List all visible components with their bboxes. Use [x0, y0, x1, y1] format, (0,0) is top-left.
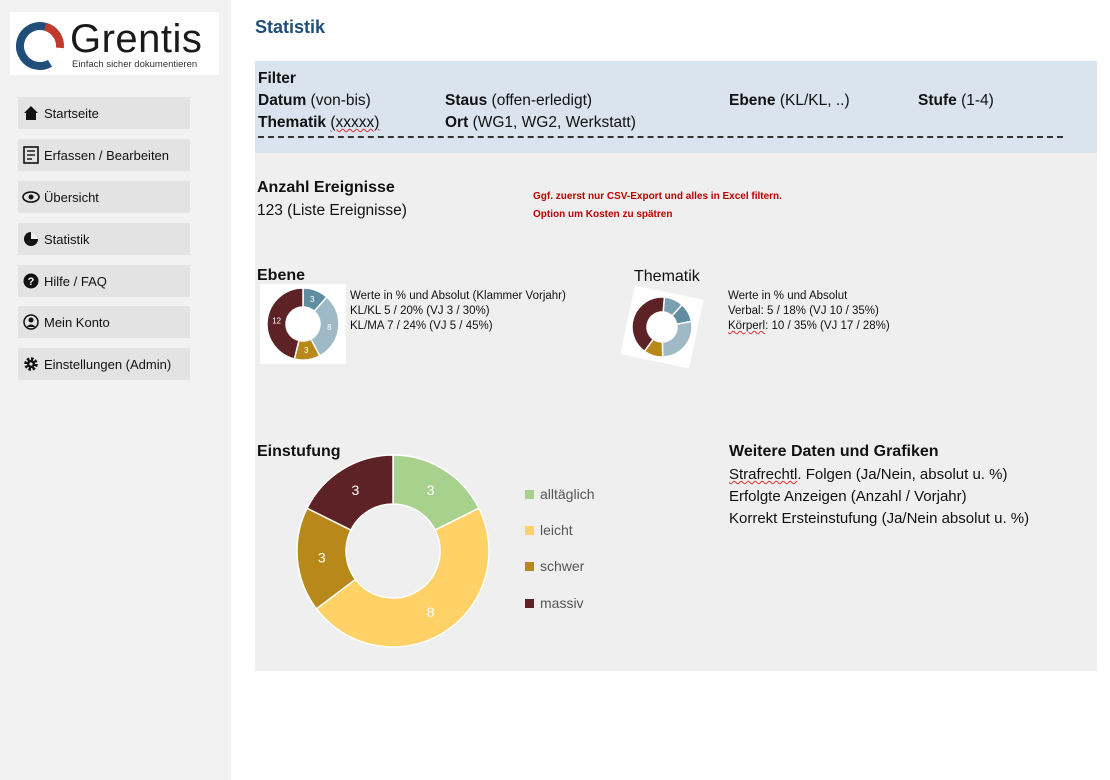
legend-swatch [525, 490, 534, 499]
legend-swatch [525, 526, 534, 535]
svg-text:?: ? [27, 276, 35, 288]
legend-item-alltaeglich [525, 486, 594, 502]
sidebar [0, 0, 231, 780]
sidebar-item-label: Übersicht [44, 189, 99, 205]
thematik-line-2: Verbal: 5 / 18% (VJ 10 / 35%) [728, 305, 879, 317]
sidebar-item-label: Erfassen / Bearbeiten [44, 147, 170, 163]
eye-icon [22, 188, 40, 206]
legend-swatch [525, 562, 534, 571]
logo-name: Grentis [70, 17, 203, 61]
filter-divider [258, 136, 1063, 138]
legend-label: massiv [540, 595, 584, 611]
weitere-line-1 [729, 464, 1007, 485]
sidebar-item-uebersicht[interactable] [18, 181, 190, 213]
legend-label: alltäglich [540, 486, 595, 502]
main-content [231, 0, 1110, 780]
user-icon [22, 313, 40, 331]
ebene-heading: Ebene [257, 267, 306, 284]
filter-panel [255, 61, 1097, 153]
ebene-donut-chart [260, 284, 346, 364]
filter-staus[interactable] [445, 92, 592, 110]
filter-label: Thematik [258, 114, 327, 131]
legend-item-leicht [525, 522, 573, 538]
donut-slice-label: 3 [426, 482, 435, 499]
thematik-chart-frame [620, 285, 703, 368]
filter-hint: (KL/KL, ..) [779, 92, 850, 109]
form-icon [22, 146, 40, 164]
sidebar-item-label: Statistik [44, 231, 90, 247]
ebene-line-2: KL/KL 5 / 20% (VJ 3 / 30%) [350, 305, 490, 317]
filter-hint: (WG1, WG2, Werkstatt) [472, 114, 636, 131]
sidebar-item-erfassen[interactable] [18, 139, 190, 171]
note-line-2: Option um Kosten zu spätren [533, 209, 673, 220]
filter-hint: (xxxxx) [330, 114, 380, 131]
legend-label: leicht [540, 522, 573, 538]
sidebar-item-startseite[interactable] [18, 97, 190, 129]
weitere-line-2: Erfolgte Anzeigen (Anzahl / Vorjahr) [729, 488, 967, 505]
legend-item-schwer [525, 558, 584, 574]
donut-slice-label: 3 [310, 295, 315, 305]
sidebar-item-label: Hilfe / FAQ [44, 273, 107, 289]
thematik-line-3 [728, 319, 890, 334]
ebene-chart-frame [260, 284, 346, 364]
note-line-1: Ggf. zuerst nur CSV-Export und alles in Excel filtern. [533, 191, 782, 202]
legend-item-massiv [525, 595, 584, 611]
sidebar-item-label: Mein Konto [44, 314, 110, 330]
legend-swatch [525, 599, 534, 608]
donut-slice-label: 8 [426, 603, 435, 620]
help-icon [22, 272, 40, 290]
logo[interactable] [10, 12, 219, 75]
donut-slice-label: 3 [303, 346, 309, 356]
logo-ring-icon [15, 21, 65, 71]
events-value-link[interactable]: 123 (Liste Ereignisse) [257, 202, 407, 219]
filter-title: Filter [258, 70, 296, 87]
filter-stufe[interactable] [918, 92, 994, 110]
page-title: Statistik [255, 17, 326, 37]
filter-thematik[interactable] [258, 114, 379, 132]
weitere-line-1-rest: . Folgen (Ja/Nein, absolut u. %) [797, 466, 1008, 483]
thematik-line-3-word: Körperl [728, 320, 766, 332]
filter-ebene[interactable] [729, 92, 850, 110]
filter-hint: (von-bis) [310, 92, 371, 109]
pie-chart-icon [22, 230, 40, 248]
filter-label: Ebene [729, 92, 776, 109]
home-icon [22, 104, 40, 122]
einstufung-donut-chart [295, 453, 495, 649]
thematik-line-1: Werte in % und Absolut [728, 290, 848, 302]
sidebar-item-einstellungen[interactable] [18, 348, 190, 380]
sidebar-item-hilfe[interactable] [18, 265, 190, 297]
filter-label: Stufe [918, 92, 957, 109]
filter-label: Staus [445, 92, 488, 109]
thematik-heading: Thematik [634, 268, 700, 285]
einstufung-heading: Einstufung [257, 443, 341, 460]
filter-label: Datum [258, 92, 307, 109]
donut-slice-label: 3 [351, 482, 360, 499]
legend-label: schwer [540, 558, 585, 574]
thematik-line-3-rest: : 10 / 35% (VJ 17 / 28%) [765, 320, 890, 332]
ebene-line-3: KL/MA 7 / 24% (VJ 5 / 45%) [350, 320, 493, 332]
donut-slice-label: 8 [327, 323, 332, 333]
logo-tagline: Einfach sicher dokumentieren [72, 59, 198, 70]
filter-hint: (1-4) [961, 92, 994, 109]
filter-label: Ort [445, 114, 469, 131]
filter-hint: (offen-erledigt) [491, 92, 593, 109]
sidebar-item-label: Startseite [44, 105, 99, 121]
weitere-heading: Weitere Daten und Grafiken [729, 443, 939, 460]
ebene-line-1: Werte in % und Absolut (Klammer Vorjahr) [350, 290, 566, 302]
gear-icon [22, 355, 40, 373]
sidebar-item-mein-konto[interactable] [18, 306, 190, 338]
sidebar-item-label: Einstellungen (Admin) [44, 356, 172, 372]
weitere-line-1-word: Strafrechtl [729, 466, 798, 483]
filter-ort[interactable] [445, 114, 636, 132]
statistics-content [255, 153, 1097, 671]
events-heading: Anzahl Ereignisse [257, 179, 395, 196]
donut-slice-label: 12 [272, 316, 282, 326]
donut-slice-label: 3 [317, 549, 326, 566]
sidebar-item-statistik[interactable] [18, 223, 190, 255]
weitere-line-3: Korrekt Ersteinstufung (Ja/Nein absolut u. %) [729, 510, 1030, 527]
filter-datum[interactable] [258, 92, 371, 110]
thematik-donut-chart [620, 285, 703, 368]
